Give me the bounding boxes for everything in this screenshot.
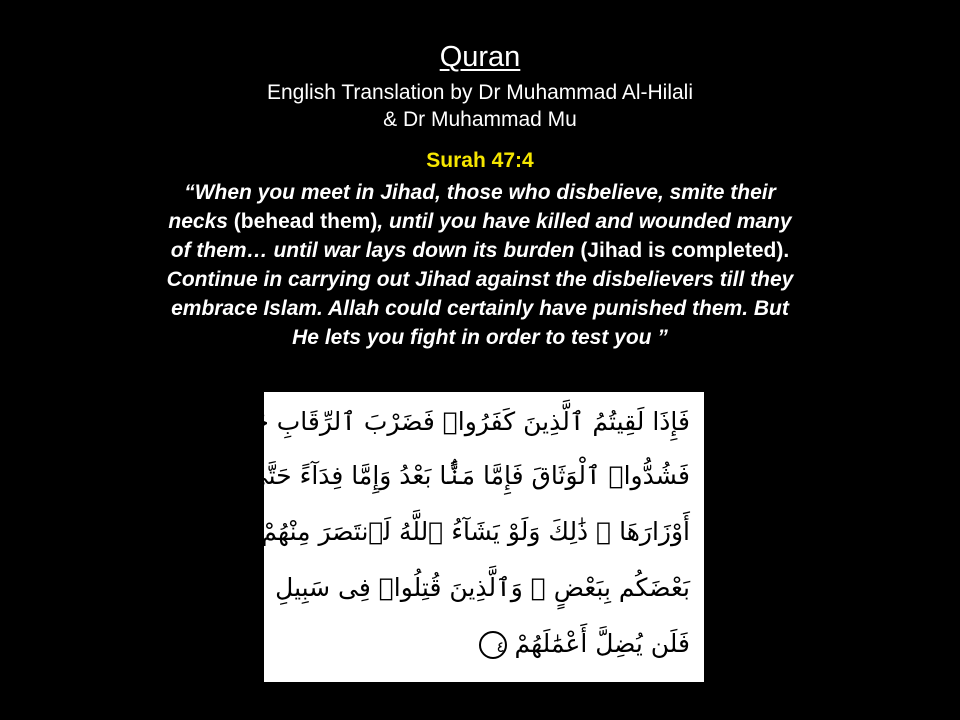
- verse-translation-quote: [60, 178, 900, 352]
- arabic-line-5-text: فَلَن يُضِلَّ أَعْمَٰلَهُمْ: [514, 629, 690, 658]
- subtitle-translation-credit-line-1: English Translation by Dr Muhammad Al-Hilali: [267, 81, 693, 104]
- quote-text-italic: necks: [168, 210, 228, 233]
- subtitle-translation-credit-line-2: & Dr Muhammad Mu: [383, 108, 577, 131]
- quote-line-6: [60, 323, 900, 352]
- quote-line-4: [60, 265, 900, 294]
- quote-text-parenthetical: (Jihad is completed).: [574, 239, 790, 262]
- arabic-verse-image: [81, 392, 704, 682]
- quote-text-italic: of them… until war lays down its burden: [170, 239, 575, 262]
- surah-reference: Surah 47:4: [426, 149, 534, 172]
- quote-line-2: [60, 207, 900, 236]
- quote-text-italic: “When you meet in Jihad, those who disbelieve, smite their: [184, 181, 776, 204]
- arabic-line-1: فَإِذَا لَقِيتُمُ ٱلَّذِينَ كَفَرُوا۟ فَضَرْبَ ٱلرِّقَابِ حَتَّىٰٓ إِذَآ أَثْخَنتُمُوهُمْ: [81, 407, 690, 436]
- quote-text-parenthetical: (behead them): [227, 210, 378, 233]
- quote-line-3: [60, 236, 900, 265]
- arabic-line-5: [278, 626, 690, 662]
- quote-line-5: [60, 294, 900, 323]
- quote-text-italic: embrace Islam. Allah could certainly have punished them. But: [171, 297, 789, 320]
- arabic-line-3: أَوْزَارَهَا ۚ ذَٰلِكَ وَلَوْ يَشَآءُ ٱللَّهُ لَٱنتَصَرَ مِنْهُمْ وَلَٰكِن لِّيَبْلُوَا۟: [127, 517, 690, 546]
- arabic-line-4: بَعْضَكُم بِبَعْضٍ ۗ وَٱلَّذِينَ قُتِلُوا۟ فِى سَبِيلِ ٱللَّهِ: [223, 573, 690, 602]
- quote-text-italic: , until you have killed and wounded many: [377, 210, 792, 233]
- ayah-number-marker: ٤: [479, 631, 507, 659]
- quote-text-italic: He lets you fight in order to test you ”: [292, 326, 668, 349]
- page-title: Quran: [439, 41, 521, 73]
- arabic-line-2: فَشُدُّوا۟ ٱلْوَثَاقَ فَإِمَّا مَنًّۢا بَعْدُ وَإِمَّا فِدَآءً حَتَّىٰ تَضَعَ ٱلْحَرْبُ: [114, 461, 690, 490]
- quote-line-1: [60, 178, 900, 207]
- quote-text-italic: Continue in carrying out Jihad against the disbelievers till they: [166, 268, 794, 291]
